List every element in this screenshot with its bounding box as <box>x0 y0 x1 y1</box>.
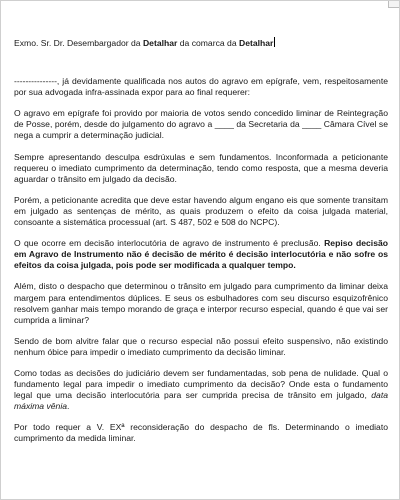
salutation-text: Exmo. Sr. Dr. Desembargador da <box>14 38 143 48</box>
salutation-mid: da comarca da <box>177 38 239 48</box>
placeholder-field[interactable]: Detalhar <box>142 38 178 48</box>
preclusao-bold-text: Repiso decisão em Agravo de Instrumento não é decisão de mérito é decisão interlocutória e não sofre os efeitos da coisa julgada, pois pode ser modificada a qualquer tempo. <box>14 238 389 271</box>
preclusao-text: O que ocorre em decisão interlocutória de agravo de instrumento é preclusão. <box>14 238 325 249</box>
paragraph-agravo: O agravo em epígrafe foi provido por maioria de votos sendo concedido liminar de Reintegração de Posse, porém, desde do julgamento do agravo a ____ da Secretaria da ____ Câmara Cível se nega a cumprir a determinação judicial. <box>14 108 388 141</box>
paragraph-preclusao <box>14 238 388 271</box>
placeholder-field[interactable]: Detalhar <box>238 38 274 48</box>
paragraph-fundamentacao <box>14 368 388 412</box>
document-body[interactable] <box>14 37 388 455</box>
paragraph-engano: Porém, a peticionante acredita que deve estar havendo algum engano eis que somente transitam em julgado as sentenças de mérito, as quais produzem o efeito da coisa julgada material, consoante a sistemática processual (art. S 487, 502 e 508 do NCPC). <box>14 194 388 228</box>
paragraph-efeito-suspensivo: Sendo de bom alvitre falar que o recurso especial não possui efeito suspensivo, não existindo nenhum óbice para impedir o imediato cumprimento da decisão liminar. <box>14 335 388 357</box>
fundamentacao-text: Como todas as decisões do judiciário devem ser fundamentadas, sob pena de nulidade. Qual o fundamento legal para impedir o imediato cumprimento da decisão? Onde esta o fundamento legal que uma decisão interlocutória para ser cumprida precisa de trânsito em julgado, <box>14 367 388 401</box>
paragraph-despacho: Além, disto o despacho que determinou o trânsito em julgado para cumprimento da liminar deixa margem para entendimentos dúplices. E seus os esbulhadores com seu discurso esquizofrênico resolvem ganhar mais tempo morando de graça e interpor recurso especial, quando é que vai ser cumprida a liminar? <box>14 281 388 325</box>
latin-phrase: data máxima vênia <box>14 390 388 412</box>
paragraph-intro: ---------------, já devidamente qualificada nos autos do agravo em epígrafe, vem, respeitosamente por sua advogada infra-assinada expor para ao final requerer: <box>14 76 388 98</box>
addressee-line <box>14 37 388 49</box>
paragraph-desculpas: Sempre apresentando desculpa esdrúxulas e sem fundamentos. Inconformada a peticionante requereu o imediato cumprimento da determinação, tendo como resposta, que a mesma deveria aguardar o trânsito em julgado da decisão. <box>14 151 388 184</box>
fundamentacao-end: . <box>67 401 70 412</box>
text-cursor <box>274 37 275 47</box>
paragraph-requerimento: Por todo requer a V. EXª reconsideração do despacho de fls. Determinando o imediato cumprimento da medida liminar. <box>14 422 388 444</box>
page-corner-fold <box>388 1 399 8</box>
